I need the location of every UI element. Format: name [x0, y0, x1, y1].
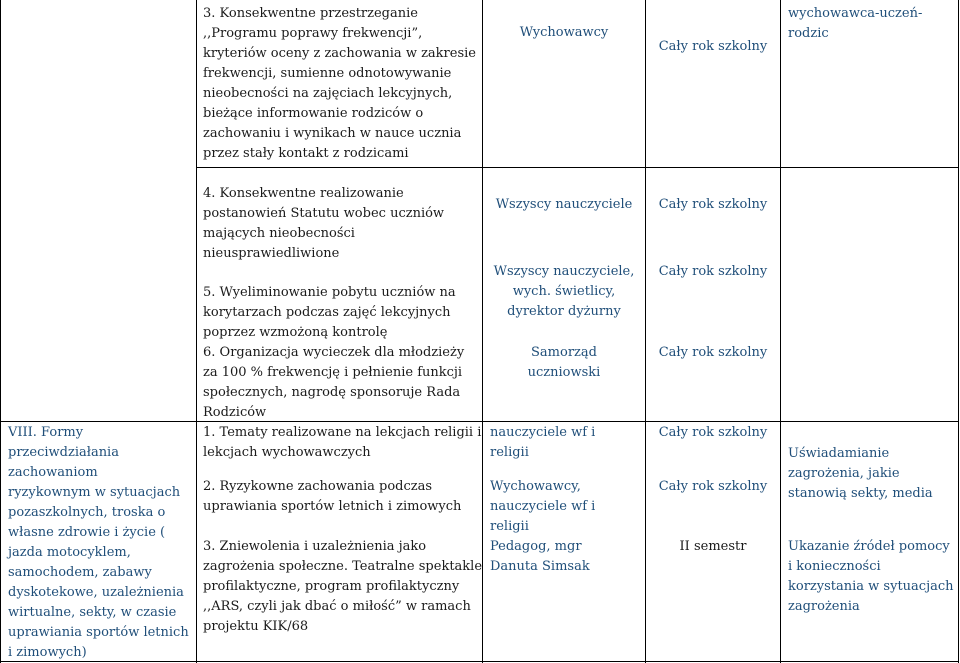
table-border-section — [0, 421, 959, 422]
table-border-left — [0, 0, 1, 663]
section-term-cell-2: Cały rok szkolny — [658, 479, 768, 494]
section-task-cell-1: 1. Tematy realizowane na lekcjach religii i lekcjach wychowawczych — [203, 425, 482, 460]
responsible-cell-3: Wychowawcy — [519, 25, 609, 40]
table-border-col4 — [780, 0, 781, 663]
section-term-cell-1: Cały rok szkolny — [658, 425, 768, 440]
task-cell-6: 6. Organizacja wycieczek dla młodzieży za 100 % frekwencję i pełnienie funkcji społecznych, nagrodę sponsoruje Rada Rodziców — [203, 345, 465, 420]
term-cell-4: Cały rok szkolny — [658, 197, 768, 212]
section-task-cell-3: 3. Zniewolenia i uzależnienia jako zagrożenia społeczne. Teatralne spektakle profilaktyczne, program profilaktyczny ,,ARS, czyli jak dbać o miłość” w ramach projektu KIK/68 — [203, 539, 483, 634]
responsible-cell-5: Wszyscy nauczyciele, wych. świetlicy, dyrektor dyżurny — [493, 264, 635, 319]
section-task-cell-2: 2. Ryzykowne zachowania podczas uprawiania sportów letnich i zimowych — [203, 479, 462, 514]
table-border-col1 — [196, 0, 197, 663]
task-cell-4: 4. Konsekwentne realizowanie postanowień Statutu wobec uczniów mających nieobecności nieusprawiedliwione — [203, 186, 445, 261]
table-border-col3 — [645, 0, 646, 663]
section-responsible-cell-1: nauczyciele wf i religii — [490, 425, 596, 460]
section-effects-2: Ukazanie źródeł pomocy i konieczności korzystania w sytuacjach zagrożenia — [788, 539, 954, 614]
term-cell-3: Cały rok szkolny — [658, 39, 768, 54]
term-cell-5: Cały rok szkolny — [658, 264, 768, 279]
table-border-col2 — [482, 0, 483, 663]
table-border-row1 — [196, 167, 959, 168]
effect-cell-3: wychowawca-uczeń- rodzic — [788, 6, 923, 41]
section-viii-title: VIII. Formy przeciwdziałania zachowaniom ryzykownym w sytuacjach pozaszkolnych, troska o własne zdrowie i życie ( jazda motocyklem, samochodem, zabawy dyskotekowe, uzależnienia wirtualne, sekty, w czasie uprawiania sportów letnich i zimowych) — [8, 425, 189, 660]
section-responsible-cell-3: Pedagog, mgr Danuta Simsak — [490, 539, 590, 574]
section-effects-1: Uświadamianie zagrożenia, jakie stanowią sekty, media — [788, 446, 933, 501]
term-cell-6: Cały rok szkolny — [658, 345, 768, 360]
section-term-cell-3: II semestr — [679, 539, 747, 554]
task-cell-3: 3. Konsekwentne przestrzeganie ,,Programu poprawy frekwencji”, kryteriów oceny z zachowania w zakresie frekwencji, sumienne odnotowywanie nieobecności na zajęciach lekcyjnych, bieżące informowanie rodziców o zachowaniu i wynikach w nauce ucznia przez stały kontakt z rodzicami — [203, 6, 476, 161]
responsible-cell-6: Samorząd uczniowski — [527, 345, 601, 380]
responsible-cell-4: Wszyscy nauczyciele — [495, 197, 633, 212]
section-responsible-cell-2: Wychowawcy, nauczyciele wf i religii — [490, 479, 596, 534]
table-border-right — [958, 0, 959, 663]
task-cell-5: 5. Wyeliminowanie pobytu uczniów na korytarzach podczas zajęć lekcyjnych poprzez wzmożoną kontrolę — [203, 285, 456, 340]
